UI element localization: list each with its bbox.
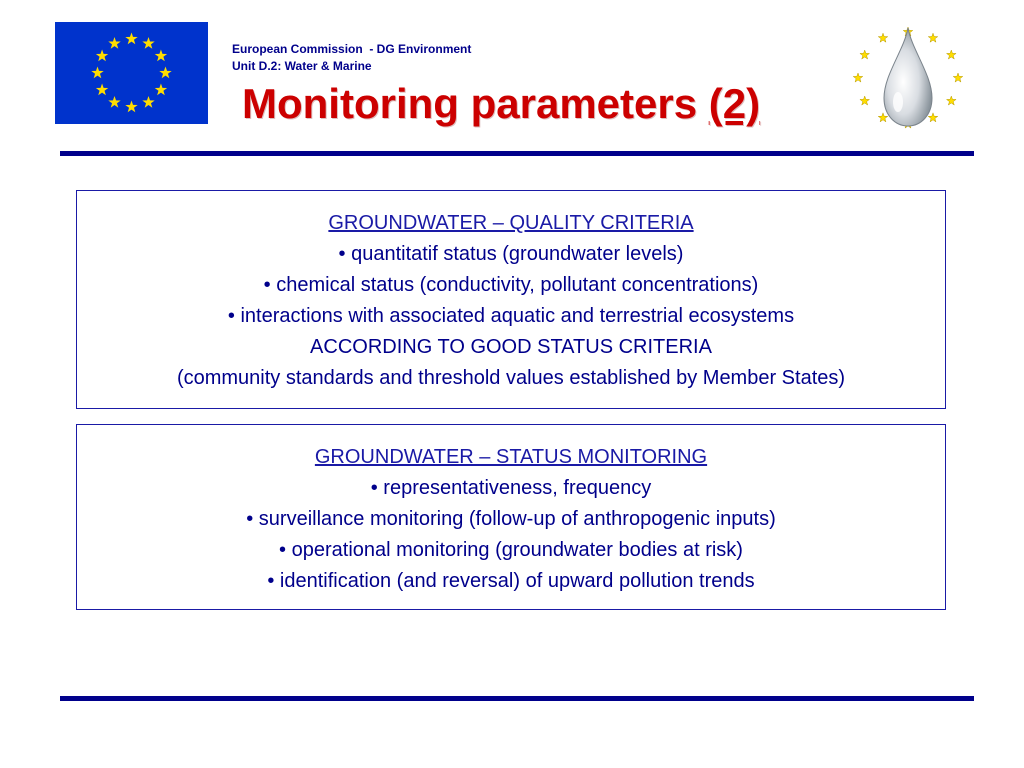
box1-heading: GROUNDWATER – QUALITY CRITERIA (328, 212, 694, 234)
logo-star-icon (860, 50, 870, 59)
eu-flag-icon (55, 22, 208, 124)
flag-star-icon (91, 67, 103, 79)
logo-star-icon (860, 96, 870, 105)
logo-star-icon (853, 73, 863, 82)
title-main: Monitoring parameters (242, 80, 709, 127)
logo-star-icon (947, 50, 957, 59)
flag-star-icon (142, 37, 154, 49)
quality-criteria-box (76, 190, 946, 409)
flag-star-icon (142, 96, 154, 108)
org-line-2: Unit D.2: Water & Marine (232, 59, 372, 73)
org-line-1: European Commission - DG Environment (232, 42, 472, 56)
logo-star-icon (928, 113, 938, 122)
box2-heading: GROUNDWATER – STATUS MONITORING (314, 446, 708, 468)
logo-star-icon (878, 113, 888, 122)
flag-star-icon (96, 84, 108, 96)
title-suffix: (2) (708, 80, 761, 127)
flag-star-icon (159, 67, 171, 79)
flag-star-icon (108, 96, 120, 108)
box2-line: • surveillance monitoring (follow-up of anthropogenic inputs) (246, 508, 776, 530)
flag-star-icon (108, 37, 120, 49)
box1-line: (community standards and threshold values established by Member States) (176, 367, 846, 389)
flag-star-icon (96, 50, 108, 62)
box1-line: ACCORDING TO GOOD STATUS CRITERIA (310, 336, 712, 358)
page-title (242, 80, 760, 128)
box1-line: • chemical status (conductivity, pollutant concentrations) (263, 274, 759, 296)
box1-line: • interactions with associated aquatic and terrestrial ecosystems (227, 305, 795, 327)
box2-line: • representativeness, frequency (370, 477, 652, 499)
logo-star-icon (928, 33, 938, 42)
water-drop-stars-icon (848, 20, 968, 135)
status-monitoring-box (76, 424, 946, 610)
box2-line: • identification (and reversal) of upward pollution trends (267, 570, 755, 592)
flag-star-icon (125, 101, 137, 113)
top-divider (60, 151, 974, 156)
flag-star-icon (125, 33, 137, 45)
logo-star-icon (878, 33, 888, 42)
bottom-divider (60, 696, 974, 701)
box1-line: • quantitatif status (groundwater levels) (338, 243, 684, 265)
box2-line: • operational monitoring (groundwater bodies at risk) (279, 539, 743, 561)
logo-star-icon (953, 73, 963, 82)
flag-star-icon (155, 84, 167, 96)
flag-star-icon (155, 50, 167, 62)
organization-header (232, 41, 471, 75)
logo-star-icon (947, 96, 957, 105)
